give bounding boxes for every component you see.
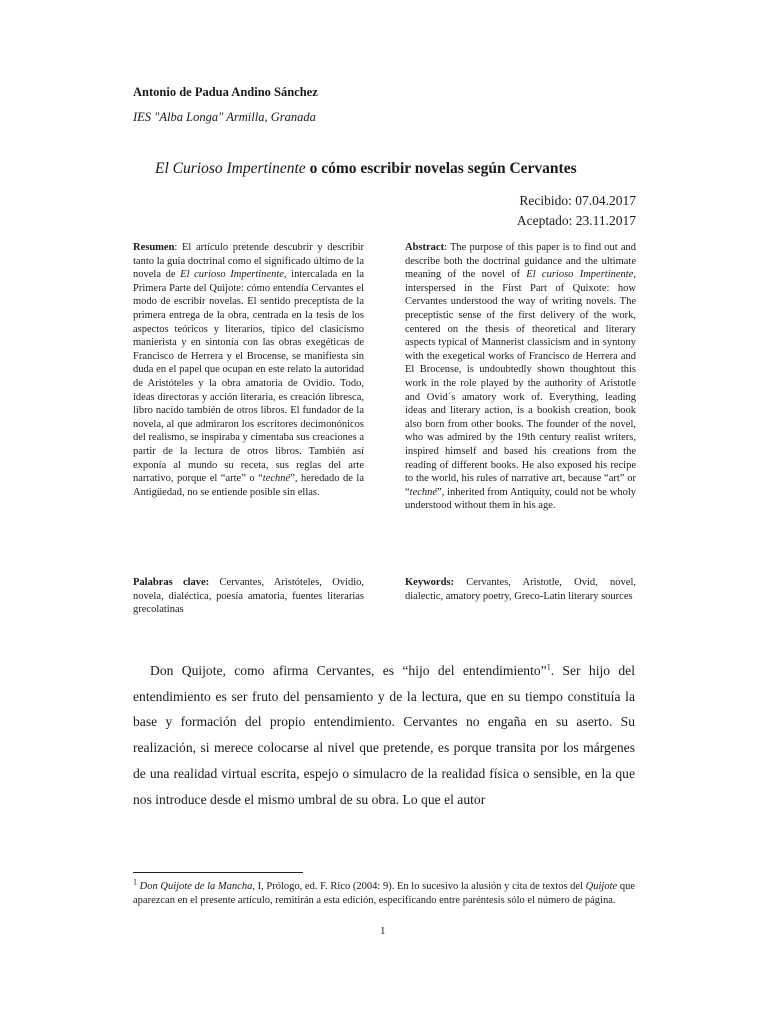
- author-affiliation: IES "Alba Longa" Armilla, Granada: [133, 110, 316, 124]
- resumen-text-1: : El artículo pretende descubrir y describir tanto la guía doctrinal como el significado último de la novela de: [133, 242, 364, 281]
- body-text-2: . Ser hijo del entendimiento es ser fruto del pensamiento y de la lectura, que en su tiempo constituía la base y formación del propio entendimiento. Cervantes no engaña en su aserto. Su realización, si merece colocarse al nivel que pretende, es porque transita por los márgenes de una realidad virtual escrita, espejo o simulacro de la realidad física o sensible, en la que nos introduce desde el mismo umbral de su obra. Lo que el autor: [133, 663, 635, 807]
- keywords-en-label: Keywords:: [405, 577, 454, 588]
- resumen-block: [133, 241, 364, 499]
- footnote-divider: [133, 872, 303, 873]
- keywords-en: [405, 576, 636, 603]
- abstract-label: Abstract: [405, 242, 445, 253]
- footnote-mark: 1: [133, 877, 137, 887]
- title-work-name: El Curioso Impertinente: [155, 160, 306, 177]
- resumen-text-2: intercalada en la Primera Parte del Quijote: cómo entendía Cervantes el modo de escribir novelas. El sentido preceptista de la primera entrega de la obra, centrada en la tesis de los aspectos teóricos y literarios, típico del clasicismo manierista y en sintonía con las obras exegéticas de Francisco de Herrera y el Brocense, se manifiesta sin duda en el papel que ocupan en este relato la autoridad de Aristóteles y la obra amatoria de Ovidio. Todo, ideas directoras y acción literaria, es creación libresca, libro nacido también de otros libros. El fundador de la novela, al que admiraron los escritores decimonónicos del realismo, se inspiraba y cimentaba sus creaciones a partir de la lectura de otros libros. También así exponía al mundo su receta, sus reglas del arte narrativo, porque el “arte” o “: [133, 269, 364, 485]
- article-title: [155, 160, 577, 178]
- resumen-work: El curioso Impertinente,: [180, 269, 287, 281]
- resumen-text-3: ”, heredado de la Antigüedad, no se entiende posible sin ellas.: [133, 473, 364, 498]
- footnote-work: Don Quijote de la Mancha: [139, 881, 253, 892]
- keywords-es-text: Cervantes, Aristóteles, Ovidio, novela, dialéctica, poesía amatoria, fuentes literarias grecolatinas: [133, 577, 364, 616]
- body-text-1: Don Quijote, como afirma Cervantes, es “hijo del entendimiento”: [150, 663, 547, 678]
- abstract-work: El curioso Impertinente: [526, 269, 634, 281]
- abstract-techne: techné: [409, 486, 438, 498]
- abstract-text-2: , interspersed in the First Part of Quixote: how Cervantes understood the way of writing novels. The preceptistic sense of the first delivery of the work, centered on the thesis of theoretical and literary aspects typical of Mannerist classicism and in syntony with the exegetical works of Francisco de Herrera and El Brocense, is undoubtedly shown thoughtout this work in the role played by the authority of Aristotle and Ovid´s amatory work of. Everything, leading ideas and literary action, is a bookish creation, book also born from other books. The founder of the novel, who was admired by the 19th century realist writers, inspired himself and based his creations from the reading of different books. He also exposed his recipe to the world, his rules of narrative art, because “art” or “: [405, 269, 636, 498]
- footnote-work-2: Quijote: [585, 881, 618, 892]
- keywords-en-text: Cervantes, Aristotle, Ovid, novel, dialectic, amatory poetry, Greco-Latin literary sources: [405, 577, 636, 602]
- abstract-text-1: : The purpose of this paper is to find out and describe both the doctrinal guidance and the ultimate meaning of the novel of: [405, 242, 636, 281]
- footnote-text-1: , I, Prólogo, ed. F. Rico (2004: 9). En lo sucesivo la alusión y cita de textos del: [252, 881, 586, 892]
- author-name: Antonio de Padua Andino Sánchez: [133, 85, 318, 99]
- abstract-block: [405, 241, 636, 513]
- article-dates: [517, 191, 636, 231]
- page-number: 1: [380, 925, 386, 937]
- footnote: [133, 877, 635, 908]
- accepted-date: Aceptado: 23.11.2017: [516, 213, 636, 228]
- title-rest: o cómo escribir novelas según Cervantes: [305, 160, 577, 177]
- footnote-text-2: que aparezcan en el presente artículo, remitirán a esta edición, especificando entre paréntesis sólo el número de página.: [133, 881, 635, 906]
- body-paragraph: [133, 658, 635, 812]
- footnote-reference[interactable]: 1: [546, 662, 551, 672]
- keywords-es: [133, 576, 364, 617]
- keywords-es-label: Palabras clave:: [133, 577, 210, 588]
- abstract-text-3: ”, inherited from Antiquity, could not be wholy understood without them in his age.: [405, 486, 636, 512]
- received-date: Recibido: 07.04.2017: [519, 193, 636, 208]
- resumen-techne: techné: [262, 473, 291, 485]
- resumen-label: Resumen: [133, 242, 175, 253]
